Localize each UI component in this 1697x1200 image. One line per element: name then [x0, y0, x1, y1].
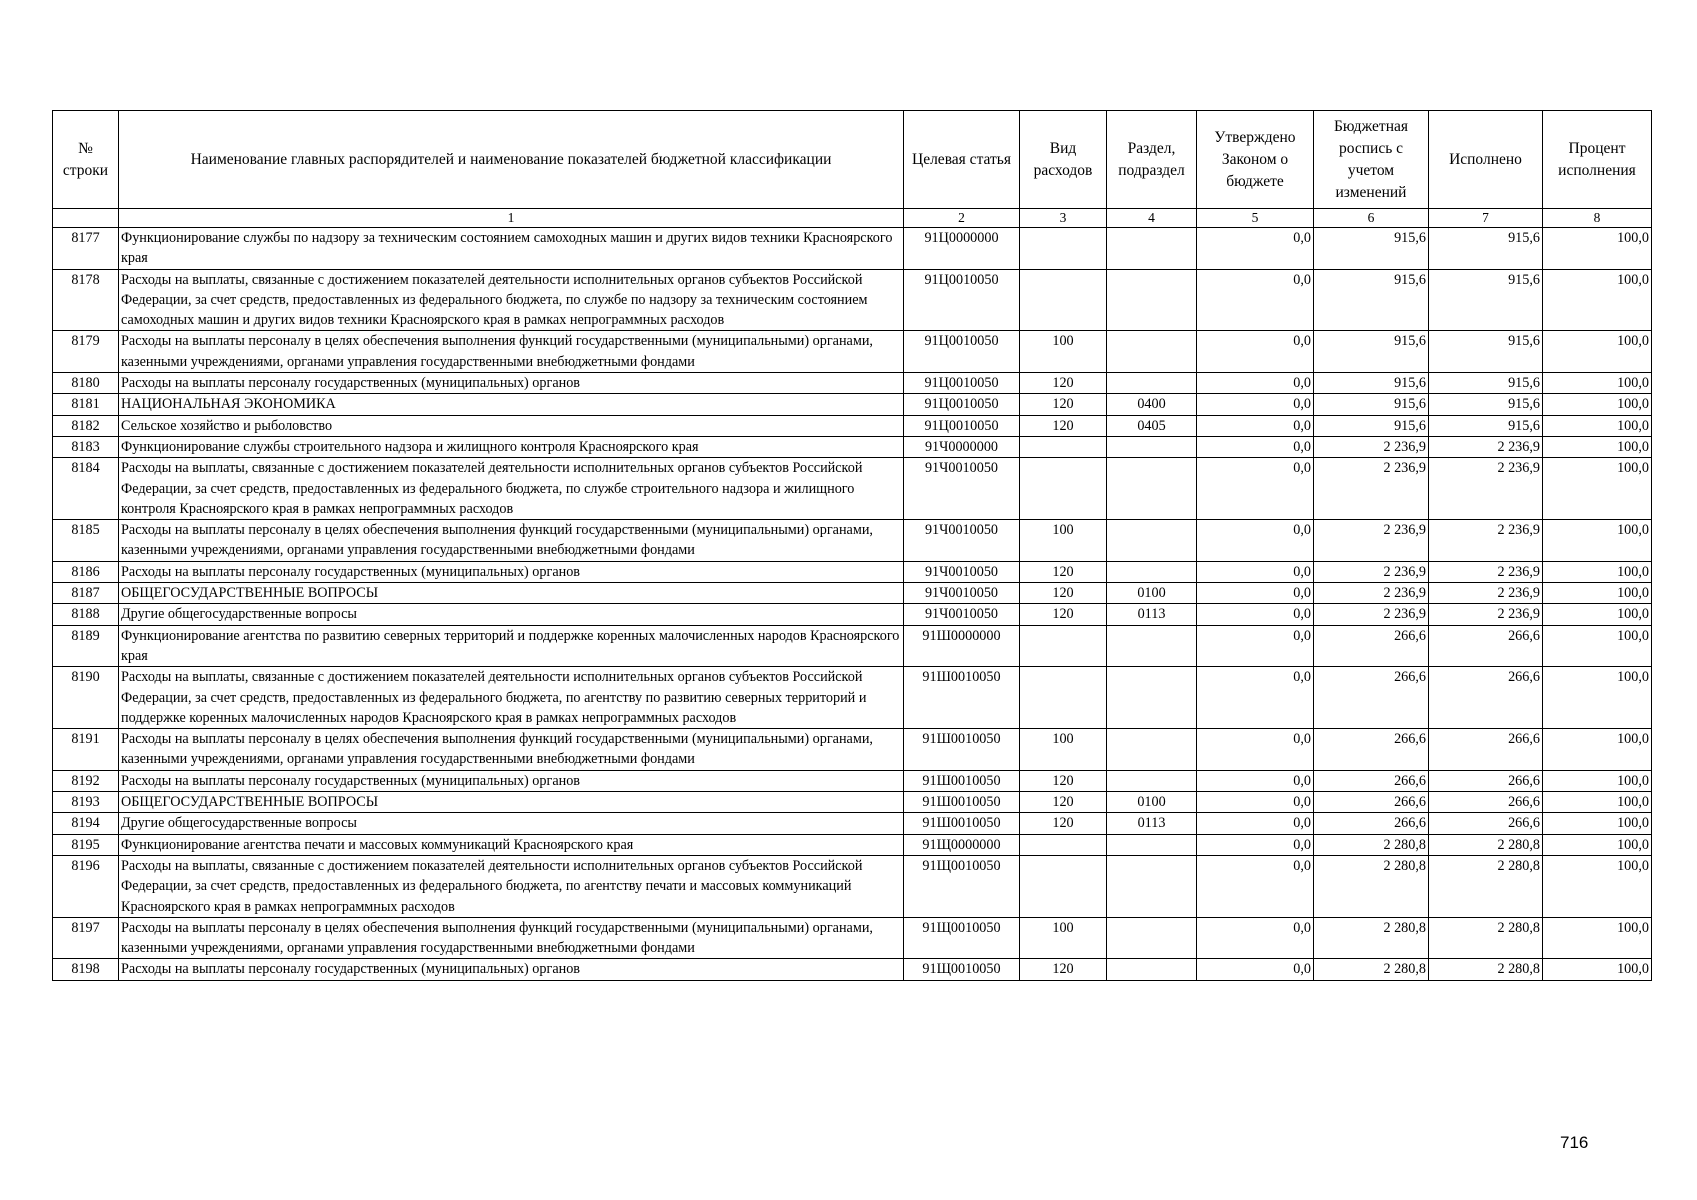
executed-amount-cell: 266,6 [1429, 625, 1543, 667]
section-cell [1107, 667, 1197, 729]
indicator-name-cell: Расходы на выплаты персоналу государственных (муниципальных) органов [119, 373, 904, 394]
section-cell [1107, 561, 1197, 582]
expense-type-cell: 120 [1020, 770, 1107, 791]
percent-cell: 100,0 [1543, 729, 1652, 771]
section-cell [1107, 770, 1197, 791]
target-article-cell: 91Ц0000000 [904, 228, 1020, 270]
column-number: 8 [1543, 209, 1652, 228]
table-row [53, 520, 1652, 562]
table-row [53, 834, 1652, 855]
header-name: Наименование главных распорядителей и наименование показателей бюджетной классификации [119, 111, 904, 209]
section-cell: 0100 [1107, 583, 1197, 604]
row-number-cell: 8189 [53, 625, 119, 667]
column-number: 1 [119, 209, 904, 228]
executed-amount-cell: 266,6 [1429, 667, 1543, 729]
table-row [53, 625, 1652, 667]
table-row [53, 269, 1652, 331]
approved-amount-cell: 0,0 [1197, 813, 1314, 834]
section-cell [1107, 625, 1197, 667]
indicator-name-cell: Расходы на выплаты персоналу государственных (муниципальных) органов [119, 959, 904, 980]
budget-schedule-cell: 915,6 [1314, 269, 1429, 331]
percent-cell: 100,0 [1543, 561, 1652, 582]
row-number-cell: 8190 [53, 667, 119, 729]
budget-table [52, 110, 1652, 981]
section-cell [1107, 331, 1197, 373]
table-row [53, 792, 1652, 813]
table-row [53, 959, 1652, 980]
section-cell: 0113 [1107, 604, 1197, 625]
row-number-cell: 8180 [53, 373, 119, 394]
target-article-cell: 91Ш0010050 [904, 729, 1020, 771]
section-cell [1107, 436, 1197, 457]
row-number-cell: 8187 [53, 583, 119, 604]
approved-amount-cell: 0,0 [1197, 373, 1314, 394]
table-row [53, 855, 1652, 917]
header-approved: Утверждено Законом о бюджете [1197, 111, 1314, 209]
table-body [53, 228, 1652, 981]
expense-type-cell: 120 [1020, 583, 1107, 604]
approved-amount-cell: 0,0 [1197, 834, 1314, 855]
table-row [53, 770, 1652, 791]
percent-cell: 100,0 [1543, 436, 1652, 457]
target-article-cell: 91Щ0010050 [904, 959, 1020, 980]
expense-type-cell [1020, 625, 1107, 667]
approved-amount-cell: 0,0 [1197, 667, 1314, 729]
executed-amount-cell: 915,6 [1429, 373, 1543, 394]
approved-amount-cell: 0,0 [1197, 458, 1314, 520]
row-number-cell: 8188 [53, 604, 119, 625]
budget-schedule-cell: 2 236,9 [1314, 436, 1429, 457]
row-number-cell: 8183 [53, 436, 119, 457]
table-row [53, 561, 1652, 582]
executed-amount-cell: 2 280,8 [1429, 917, 1543, 959]
header-budget-schedule: Бюджетная роспись с учетом изменений [1314, 111, 1429, 209]
target-article-cell: 91Щ0000000 [904, 834, 1020, 855]
table-row [53, 604, 1652, 625]
indicator-name-cell: Расходы на выплаты, связанные с достижением показателей деятельности исполнительных органов субъектов Российской Федерации, за счет средств, предоставленных из федерального бюджета, по агентству по развитию северных территорий и поддержке коренных малочисленных народов Красноярского края в рамках непрограммных расходов [119, 667, 904, 729]
target-article-cell: 91Ш0000000 [904, 625, 1020, 667]
percent-cell: 100,0 [1543, 770, 1652, 791]
executed-amount-cell: 915,6 [1429, 269, 1543, 331]
expense-type-cell [1020, 436, 1107, 457]
percent-cell: 100,0 [1543, 269, 1652, 331]
approved-amount-cell: 0,0 [1197, 792, 1314, 813]
expense-type-cell: 120 [1020, 561, 1107, 582]
percent-cell: 100,0 [1543, 520, 1652, 562]
approved-amount-cell: 0,0 [1197, 625, 1314, 667]
target-article-cell: 91Ш0010050 [904, 813, 1020, 834]
section-cell [1107, 729, 1197, 771]
indicator-name-cell: Расходы на выплаты персоналу в целях обеспечения выполнения функций государственными (муниципальными) органами, казенными учреждениями, органами управления государственными внебюджетными фондами [119, 729, 904, 771]
budget-schedule-cell: 2 236,9 [1314, 458, 1429, 520]
percent-cell: 100,0 [1543, 458, 1652, 520]
percent-cell: 100,0 [1543, 917, 1652, 959]
target-article-cell: 91Щ0010050 [904, 855, 1020, 917]
row-number-cell: 8196 [53, 855, 119, 917]
row-number-cell: 8178 [53, 269, 119, 331]
percent-cell: 100,0 [1543, 813, 1652, 834]
column-number: 2 [904, 209, 1020, 228]
executed-amount-cell: 2 236,9 [1429, 583, 1543, 604]
row-number-cell: 8191 [53, 729, 119, 771]
column-number: 5 [1197, 209, 1314, 228]
expense-type-cell: 100 [1020, 729, 1107, 771]
executed-amount-cell: 2 280,8 [1429, 855, 1543, 917]
budget-schedule-cell: 2 280,8 [1314, 855, 1429, 917]
expense-type-cell: 120 [1020, 373, 1107, 394]
budget-schedule-cell: 266,6 [1314, 770, 1429, 791]
expense-type-cell: 120 [1020, 394, 1107, 415]
budget-schedule-cell: 266,6 [1314, 729, 1429, 771]
row-number-cell: 8194 [53, 813, 119, 834]
executed-amount-cell: 266,6 [1429, 813, 1543, 834]
section-cell [1107, 458, 1197, 520]
approved-amount-cell: 0,0 [1197, 770, 1314, 791]
target-article-cell: 91Ц0010050 [904, 331, 1020, 373]
table-row [53, 813, 1652, 834]
expense-type-cell: 120 [1020, 792, 1107, 813]
section-cell [1107, 228, 1197, 270]
expense-type-cell [1020, 855, 1107, 917]
percent-cell: 100,0 [1543, 373, 1652, 394]
expense-type-cell [1020, 228, 1107, 270]
budget-schedule-cell: 915,6 [1314, 228, 1429, 270]
expense-type-cell [1020, 458, 1107, 520]
executed-amount-cell: 915,6 [1429, 228, 1543, 270]
percent-cell: 100,0 [1543, 792, 1652, 813]
executed-amount-cell: 266,6 [1429, 792, 1543, 813]
section-cell [1107, 855, 1197, 917]
target-article-cell: 91Ч0010050 [904, 583, 1020, 604]
approved-amount-cell: 0,0 [1197, 394, 1314, 415]
budget-schedule-cell: 915,6 [1314, 373, 1429, 394]
target-article-cell: 91Ш0010050 [904, 667, 1020, 729]
budget-schedule-cell: 266,6 [1314, 625, 1429, 667]
table-row [53, 583, 1652, 604]
budget-schedule-cell: 2 280,8 [1314, 834, 1429, 855]
target-article-cell: 91Ц0010050 [904, 415, 1020, 436]
budget-schedule-cell: 266,6 [1314, 792, 1429, 813]
indicator-name-cell: Функционирование агентства печати и массовых коммуникаций Красноярского края [119, 834, 904, 855]
percent-cell: 100,0 [1543, 394, 1652, 415]
target-article-cell: 91Ч0000000 [904, 436, 1020, 457]
header-target-article: Целевая статья [904, 111, 1020, 209]
percent-cell: 100,0 [1543, 331, 1652, 373]
table-row [53, 667, 1652, 729]
percent-cell: 100,0 [1543, 583, 1652, 604]
indicator-name-cell: Расходы на выплаты, связанные с достижением показателей деятельности исполнительных органов субъектов Российской Федерации, за счет средств, предоставленных из федерального бюджета, по службе по надзору за техническим состоянием самоходных машин и других видов техники Красноярского края в рамках непрограммных расходов [119, 269, 904, 331]
executed-amount-cell: 915,6 [1429, 394, 1543, 415]
percent-cell: 100,0 [1543, 625, 1652, 667]
section-cell [1107, 373, 1197, 394]
column-number: 3 [1020, 209, 1107, 228]
percent-cell: 100,0 [1543, 834, 1652, 855]
budget-schedule-cell: 2 280,8 [1314, 959, 1429, 980]
budget-schedule-cell: 915,6 [1314, 415, 1429, 436]
target-article-cell: 91Ч0010050 [904, 520, 1020, 562]
table-row [53, 917, 1652, 959]
expense-type-cell: 100 [1020, 917, 1107, 959]
row-number-cell: 8197 [53, 917, 119, 959]
section-cell: 0405 [1107, 415, 1197, 436]
header-section: Раздел, подраздел [1107, 111, 1197, 209]
budget-schedule-cell: 2 236,9 [1314, 604, 1429, 625]
approved-amount-cell: 0,0 [1197, 583, 1314, 604]
target-article-cell: 91Ш0010050 [904, 770, 1020, 791]
row-number-cell: 8184 [53, 458, 119, 520]
row-number-cell: 8185 [53, 520, 119, 562]
budget-schedule-cell: 2 236,9 [1314, 520, 1429, 562]
indicator-name-cell: Другие общегосударственные вопросы [119, 813, 904, 834]
expense-type-cell: 100 [1020, 331, 1107, 373]
indicator-name-cell: Расходы на выплаты, связанные с достижением показателей деятельности исполнительных органов субъектов Российской Федерации, за счет средств, предоставленных из федерального бюджета, по агентству печати и массовых коммуникаций Красноярского края в рамках непрограммных расходов [119, 855, 904, 917]
indicator-name-cell: Функционирование службы по надзору за техническим состоянием самоходных машин и других видов техники Красноярского края [119, 228, 904, 270]
section-cell [1107, 520, 1197, 562]
indicator-name-cell: ОБЩЕГОСУДАРСТВЕННЫЕ ВОПРОСЫ [119, 583, 904, 604]
target-article-cell: 91Ч0010050 [904, 604, 1020, 625]
indicator-name-cell: Расходы на выплаты персоналу государственных (муниципальных) органов [119, 561, 904, 582]
approved-amount-cell: 0,0 [1197, 729, 1314, 771]
table-row [53, 458, 1652, 520]
percent-cell: 100,0 [1543, 667, 1652, 729]
indicator-name-cell: Расходы на выплаты, связанные с достижением показателей деятельности исполнительных органов субъектов Российской Федерации, за счет средств, предоставленных из федерального бюджета, по службе строительного надзора и жилищного контроля Красноярского края в рамках непрограммных расходов [119, 458, 904, 520]
approved-amount-cell: 0,0 [1197, 331, 1314, 373]
indicator-name-cell: Расходы на выплаты персоналу в целях обеспечения выполнения функций государственными (муниципальными) органами, казенными учреждениями, органами управления государственными внебюджетными фондами [119, 917, 904, 959]
approved-amount-cell: 0,0 [1197, 269, 1314, 331]
section-cell [1107, 834, 1197, 855]
column-number: 6 [1314, 209, 1429, 228]
header-row [53, 111, 1652, 209]
executed-amount-cell: 915,6 [1429, 415, 1543, 436]
section-cell: 0113 [1107, 813, 1197, 834]
executed-amount-cell: 2 236,9 [1429, 520, 1543, 562]
expense-type-cell: 120 [1020, 959, 1107, 980]
percent-cell: 100,0 [1543, 415, 1652, 436]
row-number-cell: 8177 [53, 228, 119, 270]
indicator-name-cell: ОБЩЕГОСУДАРСТВЕННЫЕ ВОПРОСЫ [119, 792, 904, 813]
budget-schedule-cell: 915,6 [1314, 331, 1429, 373]
indicator-name-cell: Функционирование службы строительного надзора и жилищного контроля Красноярского края [119, 436, 904, 457]
expense-type-cell [1020, 834, 1107, 855]
column-number [53, 209, 119, 228]
percent-cell: 100,0 [1543, 604, 1652, 625]
executed-amount-cell: 266,6 [1429, 770, 1543, 791]
approved-amount-cell: 0,0 [1197, 959, 1314, 980]
executed-amount-cell: 2 236,9 [1429, 604, 1543, 625]
budget-schedule-cell: 2 280,8 [1314, 917, 1429, 959]
approved-amount-cell: 0,0 [1197, 415, 1314, 436]
expense-type-cell [1020, 667, 1107, 729]
indicator-name-cell: Функционирование агентства по развитию северных территорий и поддержке коренных малочисленных народов Красноярского края [119, 625, 904, 667]
executed-amount-cell: 915,6 [1429, 331, 1543, 373]
row-number-cell: 8182 [53, 415, 119, 436]
approved-amount-cell: 0,0 [1197, 228, 1314, 270]
percent-cell: 100,0 [1543, 855, 1652, 917]
executed-amount-cell: 2 236,9 [1429, 458, 1543, 520]
expense-type-cell: 120 [1020, 604, 1107, 625]
target-article-cell: 91Ш0010050 [904, 792, 1020, 813]
target-article-cell: 91Ц0010050 [904, 394, 1020, 415]
indicator-name-cell: Другие общегосударственные вопросы [119, 604, 904, 625]
approved-amount-cell: 0,0 [1197, 561, 1314, 582]
approved-amount-cell: 0,0 [1197, 520, 1314, 562]
expense-type-cell: 100 [1020, 520, 1107, 562]
expense-type-cell [1020, 269, 1107, 331]
indicator-name-cell: Расходы на выплаты персоналу в целях обеспечения выполнения функций государственными (муниципальными) органами, казенными учреждениями, органами управления государственными внебюджетными фондами [119, 520, 904, 562]
target-article-cell: 91Ц0010050 [904, 269, 1020, 331]
column-number-row [53, 209, 1652, 228]
executed-amount-cell: 2 280,8 [1429, 834, 1543, 855]
header-row-number: № строки [53, 111, 119, 209]
expense-type-cell: 120 [1020, 415, 1107, 436]
budget-schedule-cell: 915,6 [1314, 394, 1429, 415]
row-number-cell: 8198 [53, 959, 119, 980]
table-row [53, 331, 1652, 373]
budget-schedule-cell: 266,6 [1314, 813, 1429, 834]
table-row [53, 436, 1652, 457]
header-executed: Исполнено [1429, 111, 1543, 209]
expense-type-cell: 120 [1020, 813, 1107, 834]
section-cell [1107, 917, 1197, 959]
target-article-cell: 91Ц0010050 [904, 373, 1020, 394]
section-cell: 0400 [1107, 394, 1197, 415]
column-number: 7 [1429, 209, 1543, 228]
section-cell [1107, 959, 1197, 980]
indicator-name-cell: Расходы на выплаты персоналу в целях обеспечения выполнения функций государственными (муниципальными) органами, казенными учреждениями, органами управления государственными внебюджетными фондами [119, 331, 904, 373]
approved-amount-cell: 0,0 [1197, 436, 1314, 457]
budget-schedule-cell: 2 236,9 [1314, 583, 1429, 604]
section-cell [1107, 269, 1197, 331]
executed-amount-cell: 2 236,9 [1429, 561, 1543, 582]
table-row [53, 373, 1652, 394]
executed-amount-cell: 2 236,9 [1429, 436, 1543, 457]
row-number-cell: 8186 [53, 561, 119, 582]
row-number-cell: 8179 [53, 331, 119, 373]
percent-cell: 100,0 [1543, 959, 1652, 980]
approved-amount-cell: 0,0 [1197, 917, 1314, 959]
indicator-name-cell: Сельское хозяйство и рыболовство [119, 415, 904, 436]
indicator-name-cell: Расходы на выплаты персоналу государственных (муниципальных) органов [119, 770, 904, 791]
approved-amount-cell: 0,0 [1197, 855, 1314, 917]
budget-schedule-cell: 266,6 [1314, 667, 1429, 729]
executed-amount-cell: 2 280,8 [1429, 959, 1543, 980]
table-row [53, 228, 1652, 270]
target-article-cell: 91Щ0010050 [904, 917, 1020, 959]
target-article-cell: 91Ч0010050 [904, 458, 1020, 520]
row-number-cell: 8193 [53, 792, 119, 813]
table-row [53, 415, 1652, 436]
percent-cell: 100,0 [1543, 228, 1652, 270]
table-row [53, 729, 1652, 771]
indicator-name-cell: НАЦИОНАЛЬНАЯ ЭКОНОМИКА [119, 394, 904, 415]
row-number-cell: 8195 [53, 834, 119, 855]
row-number-cell: 8181 [53, 394, 119, 415]
executed-amount-cell: 266,6 [1429, 729, 1543, 771]
budget-schedule-cell: 2 236,9 [1314, 561, 1429, 582]
row-number-cell: 8192 [53, 770, 119, 791]
page-number: 716 [1560, 1133, 1589, 1152]
column-number: 4 [1107, 209, 1197, 228]
approved-amount-cell: 0,0 [1197, 604, 1314, 625]
table-row [53, 394, 1652, 415]
header-percent: Процент исполнения [1543, 111, 1652, 209]
header-expense-type: Вид расходов [1020, 111, 1107, 209]
target-article-cell: 91Ч0010050 [904, 561, 1020, 582]
section-cell: 0100 [1107, 792, 1197, 813]
